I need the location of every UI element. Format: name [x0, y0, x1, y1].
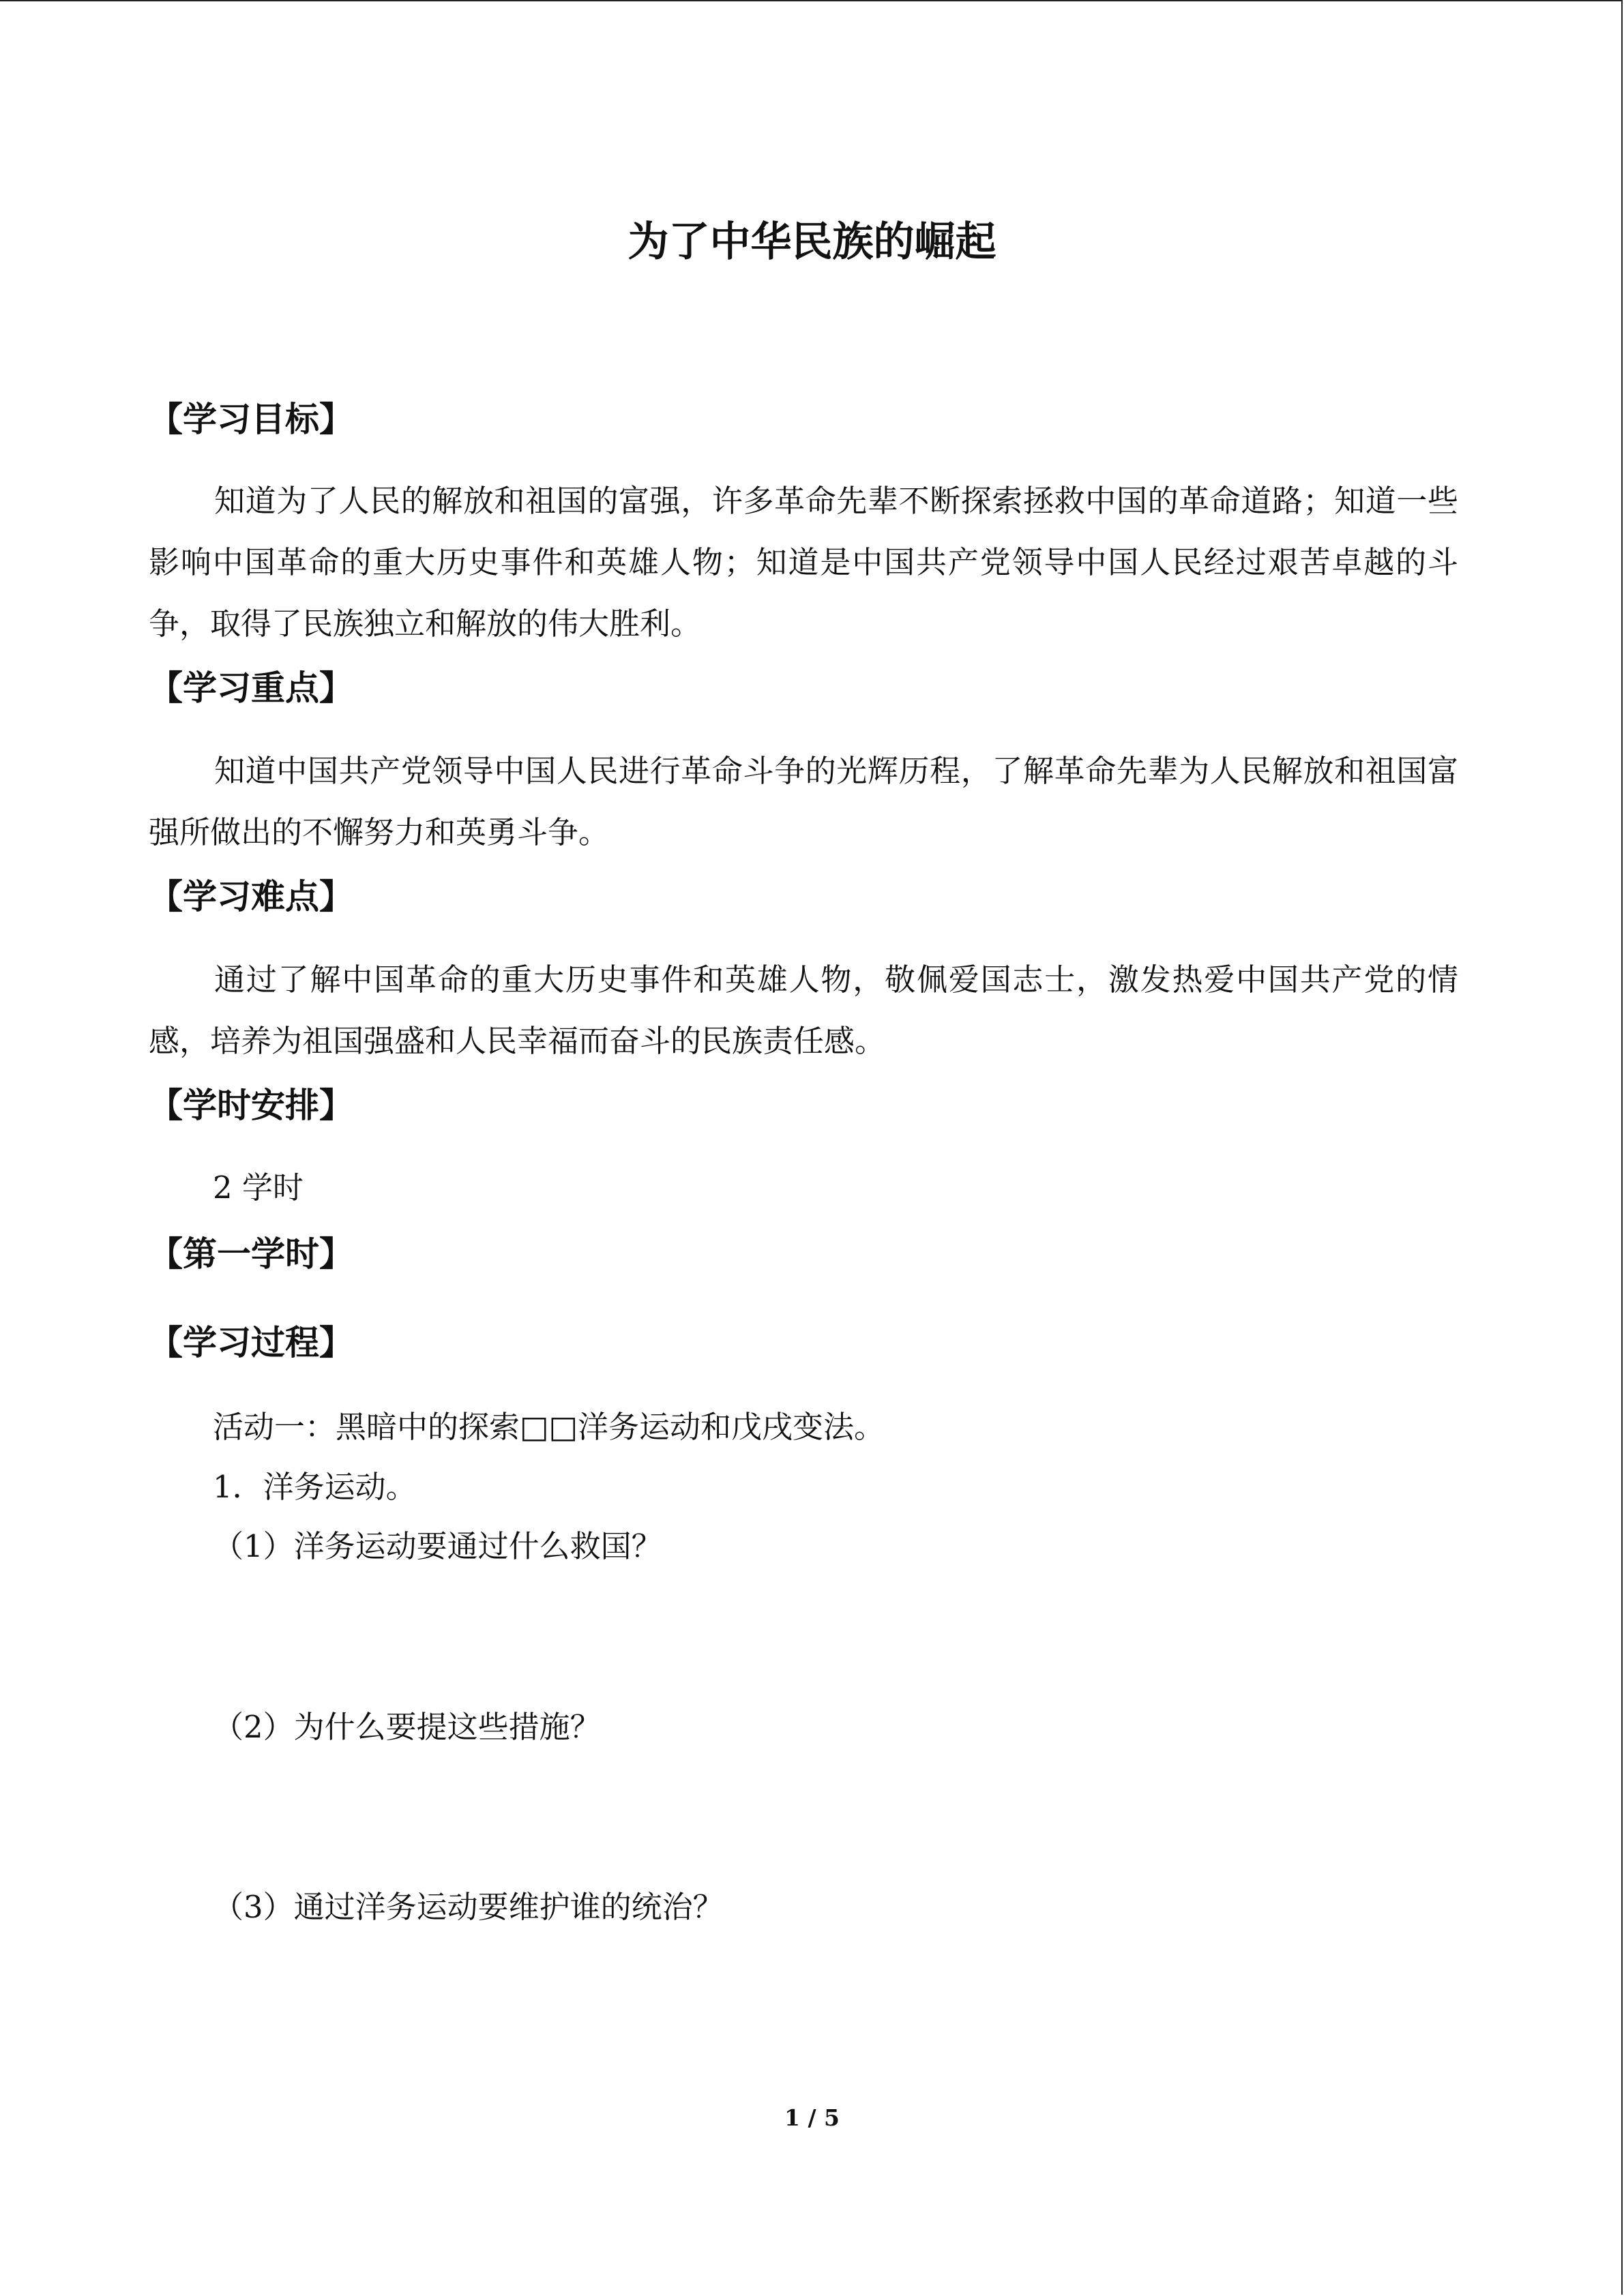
heading-process: 【学习过程】: [149, 1323, 353, 1362]
heading-schedule: 【学时安排】: [149, 1086, 353, 1125]
schedule-text: 2 学时: [213, 1169, 304, 1206]
heading-objectives: 【学习目标】: [149, 400, 353, 439]
document-title: 为了中华民族的崛起: [628, 218, 996, 266]
key-points-text: 知道中国共产党领导中国人民进行革命斗争的光辉历程，了解革命先辈为人民解放和祖国富强所做出的不懈努力和英勇斗争。: [149, 753, 1458, 850]
heading-first-period: 【第一学时】: [149, 1234, 353, 1274]
heading-difficulties: 【学习难点】: [149, 877, 353, 916]
question-two: （2）为什么要提这些措施？: [213, 1709, 601, 1745]
heading-key-points: 【学习重点】: [149, 668, 353, 708]
activity-one: 活动一：黑暗中的探索□□洋务运动和戊戌变法。: [213, 1409, 885, 1445]
question-one: （1）洋务运动要通过什么救国？: [213, 1528, 662, 1564]
difficulties-text: 通过了解中国革命的重大历史事件和英雄人物，敬佩爱国志士，激发热爱中国共产党的情感，培养为祖国强盛和人民幸福而奋斗的民族责任感。: [149, 961, 1458, 1059]
question-three: （3）通过洋务运动要维护谁的统治？: [213, 1889, 724, 1925]
page-number: 1 / 5: [784, 2104, 840, 2131]
objectives-text: 知道为了人民的解放和祖国的富强，许多革命先辈不断探索拯救中国的革命道路；知道一些影响中国革命的重大历史事件和英雄人物；知道是中国共产党领导中国人民经过艰苦卓越的斗争，取得了民族独立和解放的伟大胜利。: [149, 483, 1458, 642]
item-one: 1．洋务运动。: [213, 1469, 417, 1505]
